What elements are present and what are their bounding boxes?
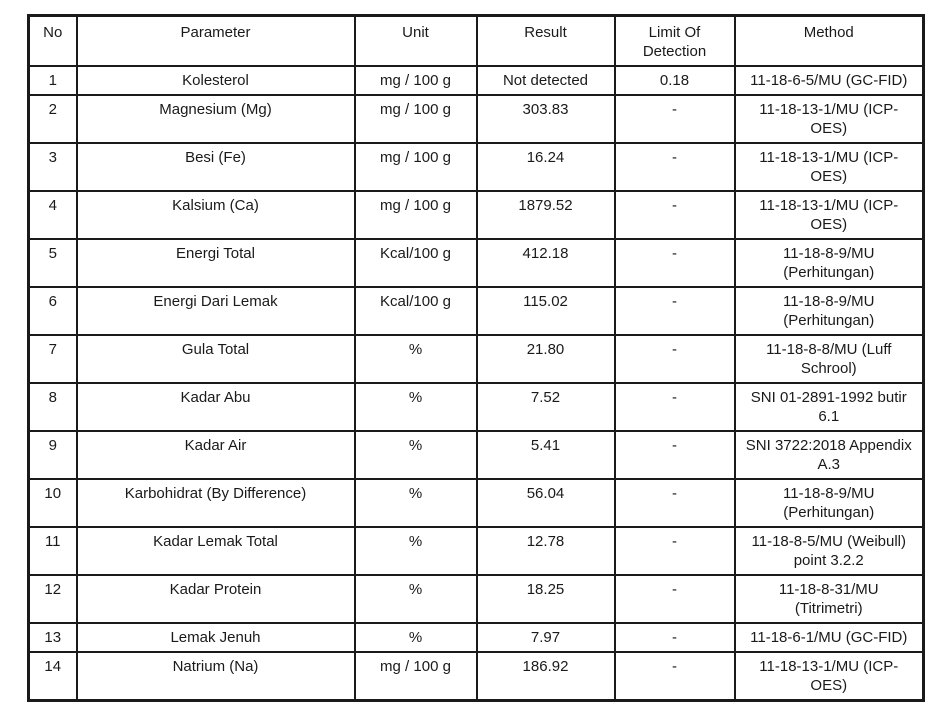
cell-no: 11 (29, 527, 77, 575)
cell-method: SNI 3722:2018 Appendix A.3 (735, 431, 924, 479)
table-row (29, 623, 924, 652)
col-header-result: Result (477, 16, 615, 67)
cell-no: 9 (29, 431, 77, 479)
cell-unit: % (355, 383, 477, 431)
cell-parameter: Kolesterol (77, 66, 355, 95)
cell-result: 115.02 (477, 287, 615, 335)
col-header-no: No (29, 16, 77, 67)
cell-unit: Kcal/100 g (355, 239, 477, 287)
table-row (29, 527, 924, 575)
table-row (29, 335, 924, 383)
cell-result: 21.80 (477, 335, 615, 383)
cell-no: 10 (29, 479, 77, 527)
cell-parameter: Kadar Abu (77, 383, 355, 431)
col-header-unit: Unit (355, 16, 477, 67)
table-row (29, 143, 924, 191)
table-row (29, 652, 924, 701)
cell-parameter: Kadar Air (77, 431, 355, 479)
cell-limit-of-detection: 0.18 (615, 66, 735, 95)
cell-method: 11-18-8-5/MU (Weibull) point 3.2.2 (735, 527, 924, 575)
cell-limit-of-detection: - (615, 383, 735, 431)
cell-method: 11-18-6-1/MU (GC-FID) (735, 623, 924, 652)
table-row (29, 66, 924, 95)
cell-parameter: Energi Total (77, 239, 355, 287)
table-row (29, 431, 924, 479)
cell-unit: mg / 100 g (355, 95, 477, 143)
cell-no: 2 (29, 95, 77, 143)
cell-limit-of-detection: - (615, 287, 735, 335)
cell-method: 11-18-13-1/MU (ICP-OES) (735, 95, 924, 143)
table-row (29, 287, 924, 335)
cell-result: 5.41 (477, 431, 615, 479)
cell-no: 5 (29, 239, 77, 287)
table-row (29, 575, 924, 623)
cell-limit-of-detection: - (615, 527, 735, 575)
cell-result: 7.52 (477, 383, 615, 431)
table-row (29, 479, 924, 527)
cell-parameter: Kalsium (Ca) (77, 191, 355, 239)
cell-no: 8 (29, 383, 77, 431)
cell-no: 7 (29, 335, 77, 383)
cell-parameter: Energi Dari Lemak (77, 287, 355, 335)
cell-parameter: Magnesium (Mg) (77, 95, 355, 143)
header-row (29, 16, 924, 67)
cell-limit-of-detection: - (615, 431, 735, 479)
cell-result: 186.92 (477, 652, 615, 701)
cell-unit: mg / 100 g (355, 66, 477, 95)
table-row (29, 191, 924, 239)
cell-unit: mg / 100 g (355, 652, 477, 701)
cell-method: 11-18-6-5/MU (GC-FID) (735, 66, 924, 95)
cell-method: 11-18-8-9/MU (Perhitungan) (735, 239, 924, 287)
cell-parameter: Gula Total (77, 335, 355, 383)
cell-limit-of-detection: - (615, 479, 735, 527)
cell-method: 11-18-8-8/MU (Luff Schrool) (735, 335, 924, 383)
cell-limit-of-detection: - (615, 575, 735, 623)
cell-method: 11-18-13-1/MU (ICP-OES) (735, 191, 924, 239)
cell-no: 14 (29, 652, 77, 701)
cell-unit: % (355, 431, 477, 479)
cell-parameter: Kadar Protein (77, 575, 355, 623)
cell-no: 4 (29, 191, 77, 239)
cell-no: 1 (29, 66, 77, 95)
cell-result: 16.24 (477, 143, 615, 191)
cell-result: 7.97 (477, 623, 615, 652)
cell-result: 303.83 (477, 95, 615, 143)
col-header-limit-of-detection: Limit Of Detection (615, 16, 735, 67)
cell-limit-of-detection: - (615, 623, 735, 652)
cell-parameter: Natrium (Na) (77, 652, 355, 701)
cell-unit: % (355, 335, 477, 383)
cell-result: 18.25 (477, 575, 615, 623)
table-row (29, 383, 924, 431)
cell-no: 12 (29, 575, 77, 623)
cell-unit: % (355, 575, 477, 623)
cell-unit: % (355, 527, 477, 575)
cell-method: 11-18-8-31/MU (Titrimetri) (735, 575, 924, 623)
cell-parameter: Kadar Lemak Total (77, 527, 355, 575)
cell-result: 1879.52 (477, 191, 615, 239)
cell-method: 11-18-13-1/MU (ICP-OES) (735, 143, 924, 191)
cell-method: 11-18-8-9/MU (Perhitungan) (735, 479, 924, 527)
cell-limit-of-detection: - (615, 335, 735, 383)
table-row (29, 239, 924, 287)
lab-results-table (27, 14, 925, 702)
cell-limit-of-detection: - (615, 143, 735, 191)
cell-method: SNI 01-2891-1992 butir 6.1 (735, 383, 924, 431)
cell-no: 6 (29, 287, 77, 335)
cell-unit: % (355, 479, 477, 527)
cell-method: 11-18-8-9/MU (Perhitungan) (735, 287, 924, 335)
cell-limit-of-detection: - (615, 652, 735, 701)
cell-unit: % (355, 623, 477, 652)
cell-limit-of-detection: - (615, 191, 735, 239)
cell-unit: mg / 100 g (355, 143, 477, 191)
cell-result: 12.78 (477, 527, 615, 575)
table-row (29, 95, 924, 143)
cell-parameter: Besi (Fe) (77, 143, 355, 191)
cell-method: 11-18-13-1/MU (ICP-OES) (735, 652, 924, 701)
cell-unit: mg / 100 g (355, 191, 477, 239)
table-body (29, 66, 924, 701)
cell-no: 13 (29, 623, 77, 652)
cell-unit: Kcal/100 g (355, 287, 477, 335)
cell-parameter: Lemak Jenuh (77, 623, 355, 652)
cell-result: 412.18 (477, 239, 615, 287)
cell-parameter: Karbohidrat (By Difference) (77, 479, 355, 527)
cell-limit-of-detection: - (615, 239, 735, 287)
col-header-parameter: Parameter (77, 16, 355, 67)
cell-result: 56.04 (477, 479, 615, 527)
cell-no: 3 (29, 143, 77, 191)
col-header-method: Method (735, 16, 924, 67)
cell-limit-of-detection: - (615, 95, 735, 143)
cell-result: Not detected (477, 66, 615, 95)
